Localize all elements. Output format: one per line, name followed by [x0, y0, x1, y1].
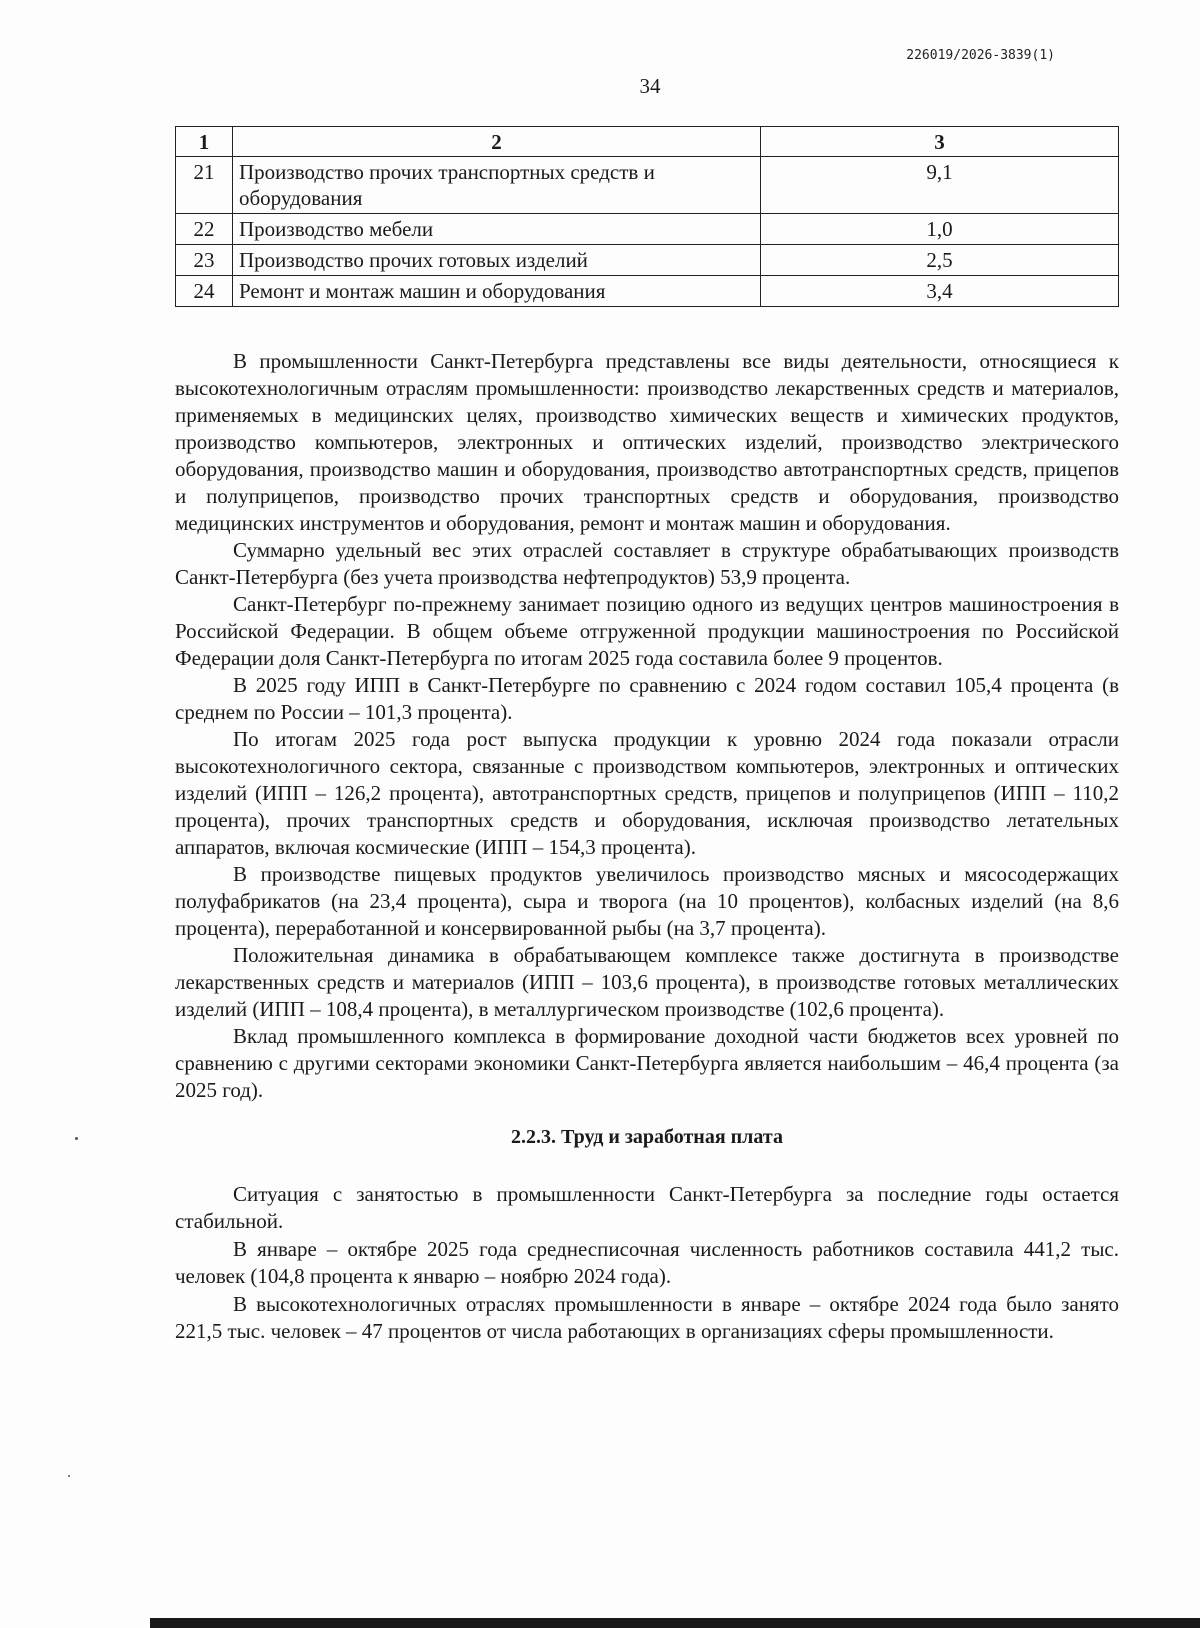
table-row: [176, 214, 1119, 245]
paragraph: Положительная динамика в обрабатывающем комплексе также достигнута в производстве лекарственных средств и материалов (ИПП – 103,6 процента), в производстве готовых металлических изделий (ИПП – 108,4 процента), в металлургическом производстве (102,6 процента).: [175, 943, 1119, 1021]
scan-speck: [75, 1137, 78, 1140]
table-row: [176, 157, 1119, 214]
paragraph: Вклад промышленного комплекса в формирование доходной части бюджетов всех уровней по сравнению с другими секторами экономики Санкт-Петербурга является наибольшим – 46,4 процента (за 2025 год).: [175, 1024, 1119, 1102]
paragraph: В производстве пищевых продуктов увеличилось производство мясных и мясосодержащих полуфабрикатов (на 23,4 процента), сыра и творога (на 10 процентов), колбасных изделий (на 8,6 процента), переработанной и консервированной рыбы (на 3,7 процента).: [175, 862, 1119, 940]
row-name: Ремонт и монтаж машин и оборудования: [233, 276, 761, 307]
section-heading: 2.2.3. Труд и заработная плата: [511, 1126, 783, 1148]
data-table: [175, 126, 1119, 307]
row-name: Производство прочих готовых изделий: [233, 245, 761, 276]
row-name: Производство мебели: [233, 214, 761, 245]
row-value: 1,0: [761, 214, 1119, 245]
row-name: Производство прочих транспортных средств и оборудования: [233, 157, 761, 214]
column-header: 2: [233, 127, 761, 157]
document-id: 226019/2026-3839(1): [906, 48, 1055, 63]
body-text: [175, 348, 1119, 1346]
scan-speck: [68, 1475, 70, 1477]
row-value: 9,1: [761, 157, 1119, 214]
paragraph: Ситуация с занятостью в промышленности Санкт-Петербурга за последние годы остается стабильной.: [175, 1182, 1119, 1233]
table-header-row: [176, 127, 1119, 157]
row-value: 2,5: [761, 245, 1119, 276]
row-value: 3,4: [761, 276, 1119, 307]
table-row: [176, 245, 1119, 276]
column-header: 3: [761, 127, 1119, 157]
paragraph: Санкт-Петербург по-прежнему занимает позицию одного из ведущих центров машиностроения в Российской Федерации. В общем объеме отгруженной продукции машиностроения по Российской Федерации доля Санкт-Петербурга по итогам 2025 года составила более 9 процентов.: [175, 592, 1119, 670]
paragraph: В 2025 году ИПП в Санкт-Петербурге по сравнению с 2024 годом составил 105,4 процента (в среднем по России – 101,3 процента).: [175, 673, 1119, 724]
row-number: 22: [176, 214, 233, 245]
paragraph: В высокотехнологичных отраслях промышленности в январе – октябре 2024 года было занято 221,5 тыс. человек – 47 процентов от числа работающих в организациях сферы промышленности.: [175, 1292, 1119, 1343]
row-number: 21: [176, 157, 233, 214]
paragraph: Суммарно удельный вес этих отраслей составляет в структуре обрабатывающих производств Санкт-Петербурга (без учета производства нефтепродуктов) 53,9 процента.: [175, 538, 1119, 589]
row-number: 23: [176, 245, 233, 276]
paragraph: По итогам 2025 года рост выпуска продукции к уровню 2024 года показали отрасли высокотехнологичного сектора, связанные с производством компьютеров, электронных и оптических изделий (ИПП – 126,2 процента), автотранспортных средств, прицепов и полуприцепов (ИПП – 110,2 процента), прочих транспортных средств и оборудования, исключая производство летательных аппаратов, включая космические (ИПП – 154,3 процента).: [175, 727, 1119, 859]
paragraph: В промышленности Санкт-Петербурга представлены все виды деятельности, относящиеся к высокотехнологичным отраслям промышленности: производство лекарственных средств и материалов, применяемых в медицинских целях, производство химических веществ и химических продуктов, производство компьютеров, электронных и оптических изделий, производство электрического оборудования, производство машин и оборудования, производство автотранспортных средств, прицепов и полуприцепов, производство прочих транспортных средств и оборудования, производство медицинских инструментов и оборудования, ремонт и монтаж машин и оборудования.: [175, 349, 1119, 535]
column-header: 1: [176, 127, 233, 157]
paragraph: В январе – октябре 2025 года среднесписочная численность работников составила 441,2 тыс. человек (104,8 процента к январю – ноябрю 2024 года).: [175, 1237, 1119, 1288]
table-row: [176, 276, 1119, 307]
page-number: 34: [639, 74, 661, 98]
row-number: 24: [176, 276, 233, 307]
scan-edge: [150, 1618, 1200, 1628]
